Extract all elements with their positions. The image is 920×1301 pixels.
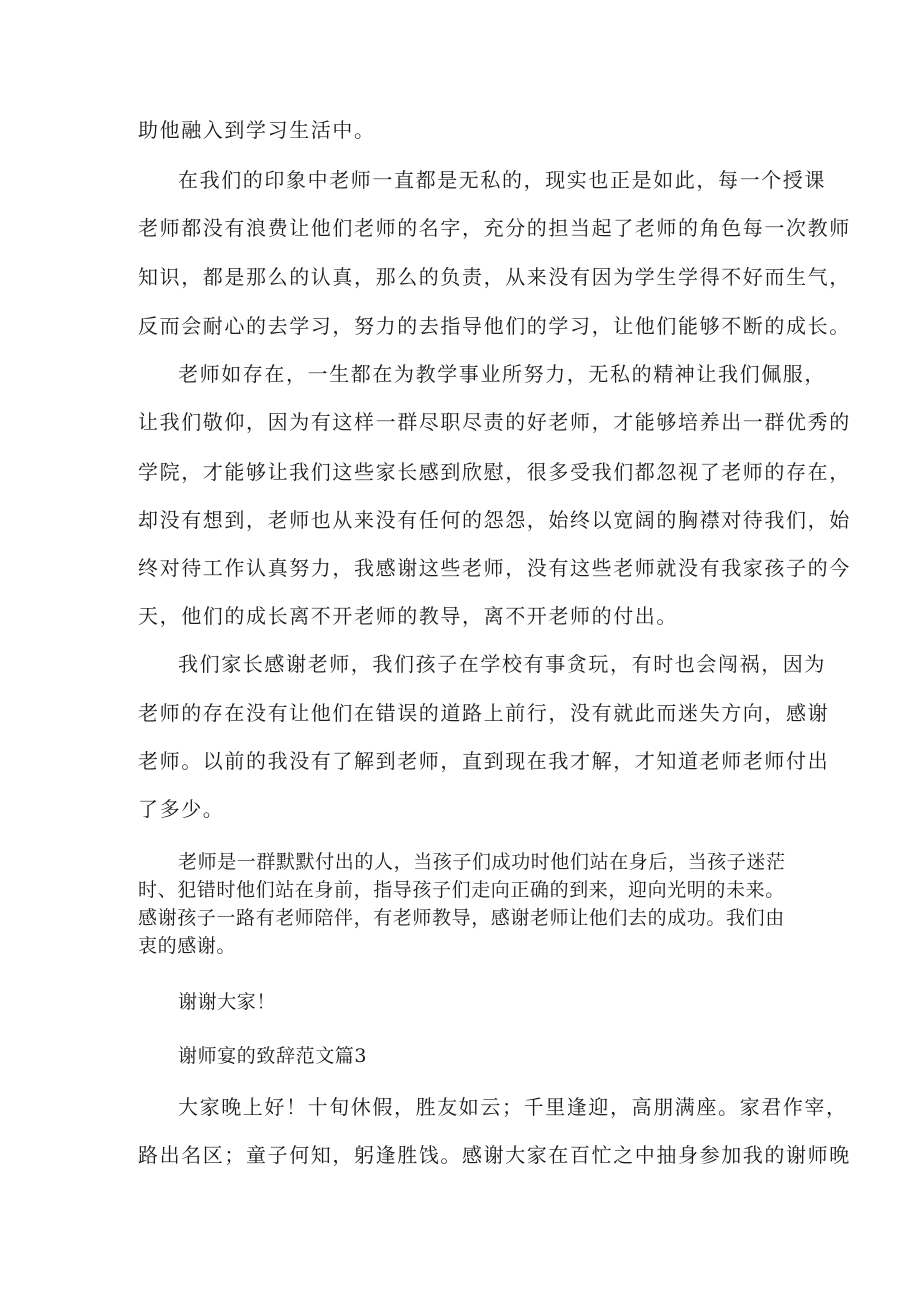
text-line: 让我们敬仰，因为有这样一群尽职尽责的好老师，才能够培养出一群优秀的 (138, 410, 851, 434)
text-line: 了多少。 (138, 797, 225, 821)
text-line: 老师是一群默默付出的人，当孩子们成功时他们站在身后，当孩子迷茫 (178, 851, 786, 873)
text-line: 天，他们的成长离不开老师的教导，离不开老师的付出。 (138, 604, 678, 628)
section-heading: 谢师宴的致辞范文篇3 (178, 1045, 368, 1067)
text-line: 知识，都是那么的认真，那么的负责，从来没有因为学生学得不好而生气， (138, 265, 851, 289)
text-line: 在我们的印象中老师一直都是无私的，现实也正是如此，每一个授课 (178, 168, 826, 192)
text-line: 学院，才能够让我们这些家长感到欣慰，很多受我们都忽视了老师的存在， (138, 460, 851, 484)
text-line: 老师都没有浪费让他们老师的名字，充分的担当起了老师的角色每一次教师 (138, 216, 851, 240)
text-line: 感谢孩子一路有老师陪伴，有老师教导，感谢老师让他们去的成功。我们由 (138, 907, 785, 929)
text-line: 却没有想到，老师也从来没有任何的怨怨，始终以宽阔的胸襟对待我们，始 (138, 508, 851, 532)
text-line: 衷的感谢。 (138, 935, 237, 957)
text-line: 老师的存在没有让他们在错误的道路上前行，没有就此而迷失方向，感谢 (138, 701, 830, 725)
text-line: 老师如存在，一生都在为教学事业所努力，无私的精神让我们佩服， (178, 362, 826, 386)
closing-thanks: 谢谢大家！ (178, 991, 277, 1013)
text-line: 老师。以前的我没有了解到老师，直到现在我才解，才知道老师老师付出 (138, 749, 830, 773)
text-line: 终对待工作认真努力，我感谢这些老师，没有这些老师就没有我家孩子的今 (138, 556, 851, 580)
text-line: 时、犯错时他们站在身前，指导孩子们走向正确的到来，迎向光明的未来。 (138, 879, 785, 901)
text-line: 我们家长感谢老师，我们孩子在学校有事贪玩，有时也会闯祸，因为 (178, 652, 826, 676)
text-line: 大家晚上好！十旬休假，胜友如云；千里逢迎，高朋满座。家君作宰， (178, 1095, 848, 1119)
text-line: 反而会耐心的去学习，努力的去指导他们的学习，让他们能够不断的成长。 (138, 314, 851, 338)
text-line: 助他融入到学习生活中。 (138, 118, 376, 142)
text-line: 路出名区；童子何知，躬逢胜饯。感谢大家在百忙之中抽身参加我的谢师晚 (138, 1143, 851, 1167)
